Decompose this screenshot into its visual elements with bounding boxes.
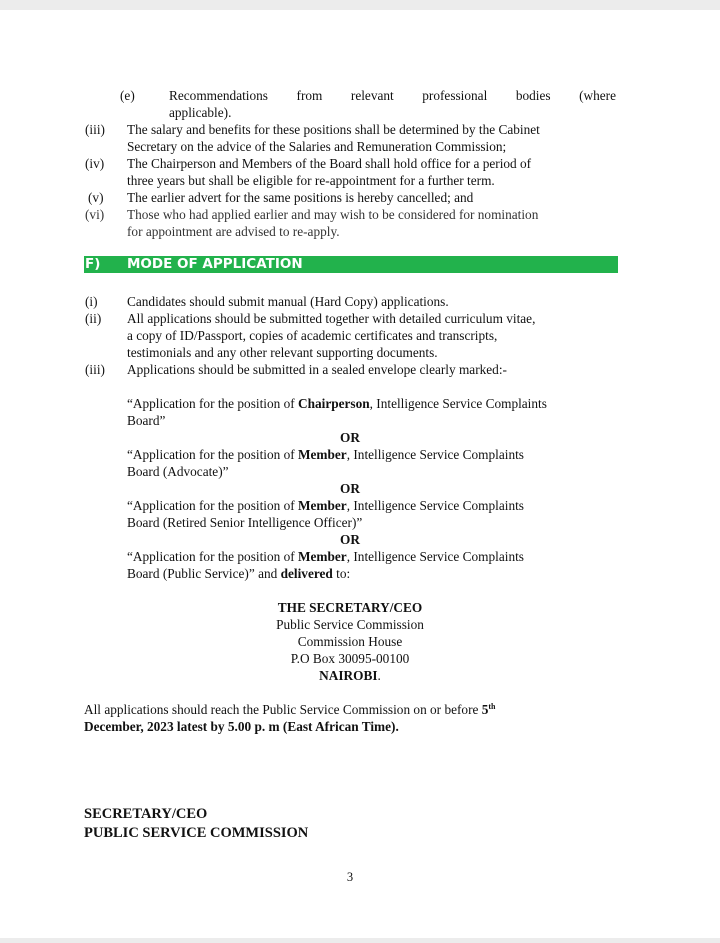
application-marking-line: Board (Retired Senior Intelligence Officer)” [127,515,363,530]
application-marking-line: Board (Advocate)” [127,464,229,479]
list-item-number: (e) [120,88,135,103]
or-separator: OR [340,430,360,445]
list-item-text: The Chairperson and Members of the Board shall hold office for a period of [127,156,532,171]
application-marking: “Application for the position of Chairperson, Intelligence Service Complaints [127,396,547,411]
application-marking-line: Board (Public Service)” and delivered to: [127,566,351,581]
list-item-number: (iii) [85,362,105,377]
list-item-number: (iv) [85,156,105,171]
list-item-text: Secretary on the advice of the Salaries and Remuneration Commission; [127,139,507,154]
list-item-number: (vi) [85,207,105,222]
section-title: MODE OF APPLICATION [127,256,303,272]
signature-organization: PUBLIC SERVICE COMMISSION [84,825,309,841]
application-marking-line: Board” [127,413,166,428]
address-line: Commission House [297,634,403,649]
address-city: NAIROBI. [319,668,381,683]
page-number: 3 [346,870,354,884]
list-item-text: Applications should be submitted in a sealed envelope clearly marked:- [127,362,507,377]
list-item-text: three years but shall be eligible for re-appointment for a further term. [127,173,495,188]
section-letter: F) [85,256,101,272]
list-item-text: The earlier advert for the same positions is hereby cancelled; and [127,190,474,205]
deadline-date: December, 2023 latest by 5.00 p. m (East African Time). [84,719,399,734]
list-item-number: (i) [85,294,98,309]
list-item-number: (v) [88,190,104,205]
address-line: P.O Box 30095-00100 [290,651,410,666]
list-item-text: for appointment are advised to re-apply. [127,224,340,239]
list-item-text: Candidates should submit manual (Hard Copy) applications. [127,294,449,309]
list-item-number: (ii) [85,311,102,326]
list-item-text: All applications should be submitted together with detailed curriculum vitae, [127,311,536,326]
list-item-text: testimonials and any other relevant supporting documents. [127,345,438,360]
or-separator: OR [340,481,360,496]
application-marking: “Application for the position of Member, Intelligence Service Complaints [127,549,524,564]
address-recipient: THE SECRETARY/CEO [277,600,423,615]
application-marking: “Application for the position of Member, Intelligence Service Complaints [127,447,524,462]
list-item-text: Those who had applied earlier and may wish to be considered for nomination [127,207,539,222]
list-item-text: applicable). [169,105,232,120]
list-item-text: Recommendations from relevant professional bodies (where [169,88,616,103]
document-page [0,10,720,938]
list-item-number: (iii) [85,122,105,137]
section-header-bar [84,256,618,273]
list-item-text: a copy of ID/Passport, copies of academic certificates and transcripts, [127,328,498,343]
application-marking: “Application for the position of Member, Intelligence Service Complaints [127,498,524,513]
deadline-text: All applications should reach the Public Service Commission on or before 5th [84,702,496,717]
or-separator: OR [340,532,360,547]
list-item-text: The salary and benefits for these positions shall be determined by the Cabinet [127,122,540,137]
signature-title: SECRETARY/CEO [84,806,208,822]
address-line: Public Service Commission [276,617,424,632]
